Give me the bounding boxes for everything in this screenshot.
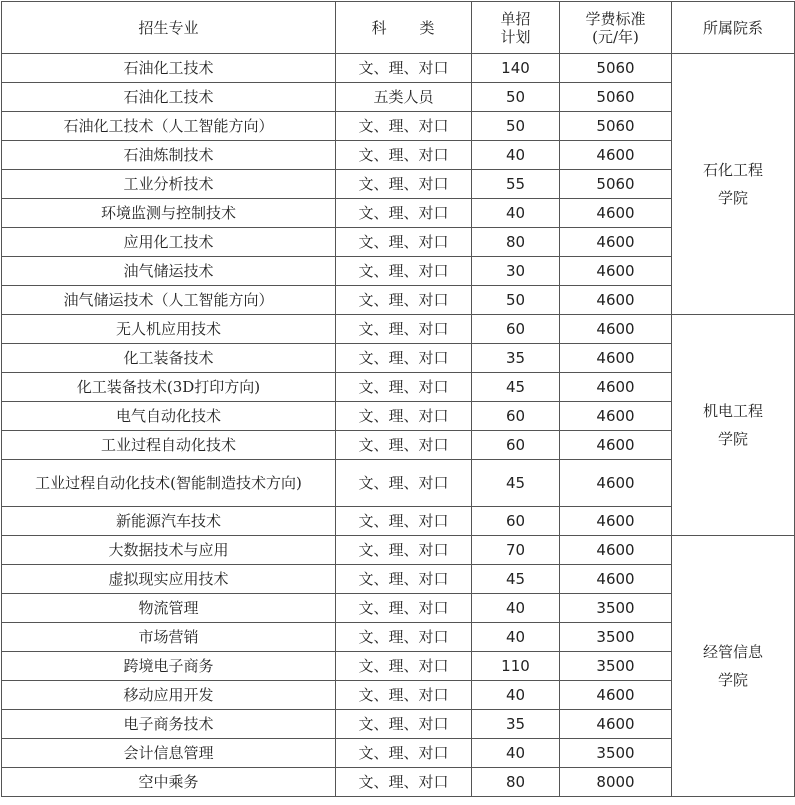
fee-cell: 4600 [560, 710, 672, 739]
plan-cell: 30 [472, 257, 560, 286]
plan-cell: 45 [472, 565, 560, 594]
header-plan-line2: 计划 [500, 27, 531, 46]
table-row [2, 536, 795, 565]
category-cell: 文、理、对口 [336, 710, 472, 739]
major-cell: 工业过程自动化技术(智能制造技术方向) [2, 460, 336, 507]
fee-cell: 4600 [560, 536, 672, 565]
college-line2: 学院 [717, 671, 748, 689]
major-cell: 电气自动化技术 [2, 402, 336, 431]
college-line1: 机电工程 [702, 402, 763, 420]
enrollment-table [1, 1, 795, 797]
fee-cell: 8000 [560, 768, 672, 797]
table-row [2, 54, 795, 83]
plan-cell: 50 [472, 286, 560, 315]
category-cell: 文、理、对口 [336, 402, 472, 431]
plan-cell: 35 [472, 344, 560, 373]
college-cell-management-info [672, 536, 795, 797]
college-line1: 经管信息 [702, 643, 763, 661]
major-cell: 工业分析技术 [2, 170, 336, 199]
plan-cell: 45 [472, 460, 560, 507]
fee-cell: 5060 [560, 54, 672, 83]
major-cell: 大数据技术与应用 [2, 536, 336, 565]
category-cell: 文、理、对口 [336, 315, 472, 344]
category-cell: 文、理、对口 [336, 54, 472, 83]
category-cell: 五类人员 [336, 83, 472, 112]
category-cell: 文、理、对口 [336, 431, 472, 460]
fee-cell: 3500 [560, 739, 672, 768]
header-major: 招生专业 [2, 2, 336, 54]
plan-cell: 40 [472, 594, 560, 623]
major-cell: 化工装备技术 [2, 344, 336, 373]
major-cell: 石油化工技术 [2, 54, 336, 83]
category-cell: 文、理、对口 [336, 286, 472, 315]
college-line2: 学院 [717, 189, 748, 207]
fee-cell: 4600 [560, 141, 672, 170]
category-cell: 文、理、对口 [336, 141, 472, 170]
major-cell: 石油化工技术 [2, 83, 336, 112]
major-cell: 油气储运技术 [2, 257, 336, 286]
college-line2: 学院 [717, 430, 748, 448]
category-cell: 文、理、对口 [336, 594, 472, 623]
major-cell: 空中乘务 [2, 768, 336, 797]
fee-cell: 4600 [560, 286, 672, 315]
category-cell: 文、理、对口 [336, 739, 472, 768]
plan-cell: 70 [472, 536, 560, 565]
major-cell: 化工装备技术(3D打印方向) [2, 373, 336, 402]
fee-cell: 4600 [560, 431, 672, 460]
major-cell: 虚拟现实应用技术 [2, 565, 336, 594]
plan-cell: 40 [472, 141, 560, 170]
fee-cell: 4600 [560, 199, 672, 228]
plan-cell: 40 [472, 739, 560, 768]
plan-cell: 60 [472, 431, 560, 460]
category-cell: 文、理、对口 [336, 460, 472, 507]
category-cell: 文、理、对口 [336, 536, 472, 565]
category-cell: 文、理、对口 [336, 257, 472, 286]
category-cell: 文、理、对口 [336, 199, 472, 228]
plan-cell: 55 [472, 170, 560, 199]
plan-cell: 40 [472, 681, 560, 710]
header-plan [472, 2, 560, 54]
college-cell-mechatronics [672, 315, 795, 536]
category-cell: 文、理、对口 [336, 652, 472, 681]
category-cell: 文、理、对口 [336, 112, 472, 141]
category-cell: 文、理、对口 [336, 681, 472, 710]
major-cell: 移动应用开发 [2, 681, 336, 710]
category-cell: 文、理、对口 [336, 623, 472, 652]
plan-cell: 50 [472, 112, 560, 141]
plan-cell: 50 [472, 83, 560, 112]
category-cell: 文、理、对口 [336, 344, 472, 373]
major-cell: 石油炼制技术 [2, 141, 336, 170]
fee-cell: 4600 [560, 315, 672, 344]
fee-cell: 5060 [560, 112, 672, 141]
major-cell: 环境监测与控制技术 [2, 199, 336, 228]
plan-cell: 40 [472, 199, 560, 228]
college-cell-petrochemical [672, 54, 795, 315]
category-cell: 文、理、对口 [336, 228, 472, 257]
major-cell: 电子商务技术 [2, 710, 336, 739]
plan-cell: 40 [472, 623, 560, 652]
fee-cell: 5060 [560, 170, 672, 199]
fee-cell: 5060 [560, 83, 672, 112]
fee-cell: 4600 [560, 373, 672, 402]
major-cell: 跨境电子商务 [2, 652, 336, 681]
plan-cell: 110 [472, 652, 560, 681]
major-cell: 无人机应用技术 [2, 315, 336, 344]
plan-cell: 80 [472, 768, 560, 797]
header-plan-line1: 单招 [500, 9, 531, 28]
category-cell: 文、理、对口 [336, 565, 472, 594]
header-fee-line2: (元/年) [592, 27, 639, 46]
category-cell: 文、理、对口 [336, 768, 472, 797]
fee-cell: 4600 [560, 681, 672, 710]
plan-cell: 80 [472, 228, 560, 257]
header-college: 所属院系 [672, 2, 795, 54]
table-row [2, 315, 795, 344]
header-fee-line1: 学费标准 [585, 9, 646, 28]
major-cell: 物流管理 [2, 594, 336, 623]
fee-cell: 3500 [560, 652, 672, 681]
fee-cell: 4600 [560, 228, 672, 257]
fee-cell: 4600 [560, 344, 672, 373]
category-cell: 文、理、对口 [336, 373, 472, 402]
plan-cell: 60 [472, 507, 560, 536]
fee-cell: 4600 [560, 565, 672, 594]
major-cell: 石油化工技术（人工智能方向） [2, 112, 336, 141]
plan-cell: 60 [472, 315, 560, 344]
category-cell: 文、理、对口 [336, 170, 472, 199]
major-cell: 新能源汽车技术 [2, 507, 336, 536]
header-fee [560, 2, 672, 54]
plan-cell: 140 [472, 54, 560, 83]
header-category: 科 类 [336, 2, 472, 54]
plan-cell: 35 [472, 710, 560, 739]
major-cell: 市场营销 [2, 623, 336, 652]
major-cell: 应用化工技术 [2, 228, 336, 257]
fee-cell: 4600 [560, 507, 672, 536]
header-row [2, 2, 795, 54]
college-line1: 石化工程 [702, 161, 763, 179]
major-cell: 油气储运技术（人工智能方向） [2, 286, 336, 315]
fee-cell: 4600 [560, 460, 672, 507]
fee-cell: 4600 [560, 402, 672, 431]
fee-cell: 4600 [560, 257, 672, 286]
fee-cell: 3500 [560, 594, 672, 623]
plan-cell: 45 [472, 373, 560, 402]
major-cell: 会计信息管理 [2, 739, 336, 768]
major-cell: 工业过程自动化技术 [2, 431, 336, 460]
category-cell: 文、理、对口 [336, 507, 472, 536]
fee-cell: 3500 [560, 623, 672, 652]
plan-cell: 60 [472, 402, 560, 431]
